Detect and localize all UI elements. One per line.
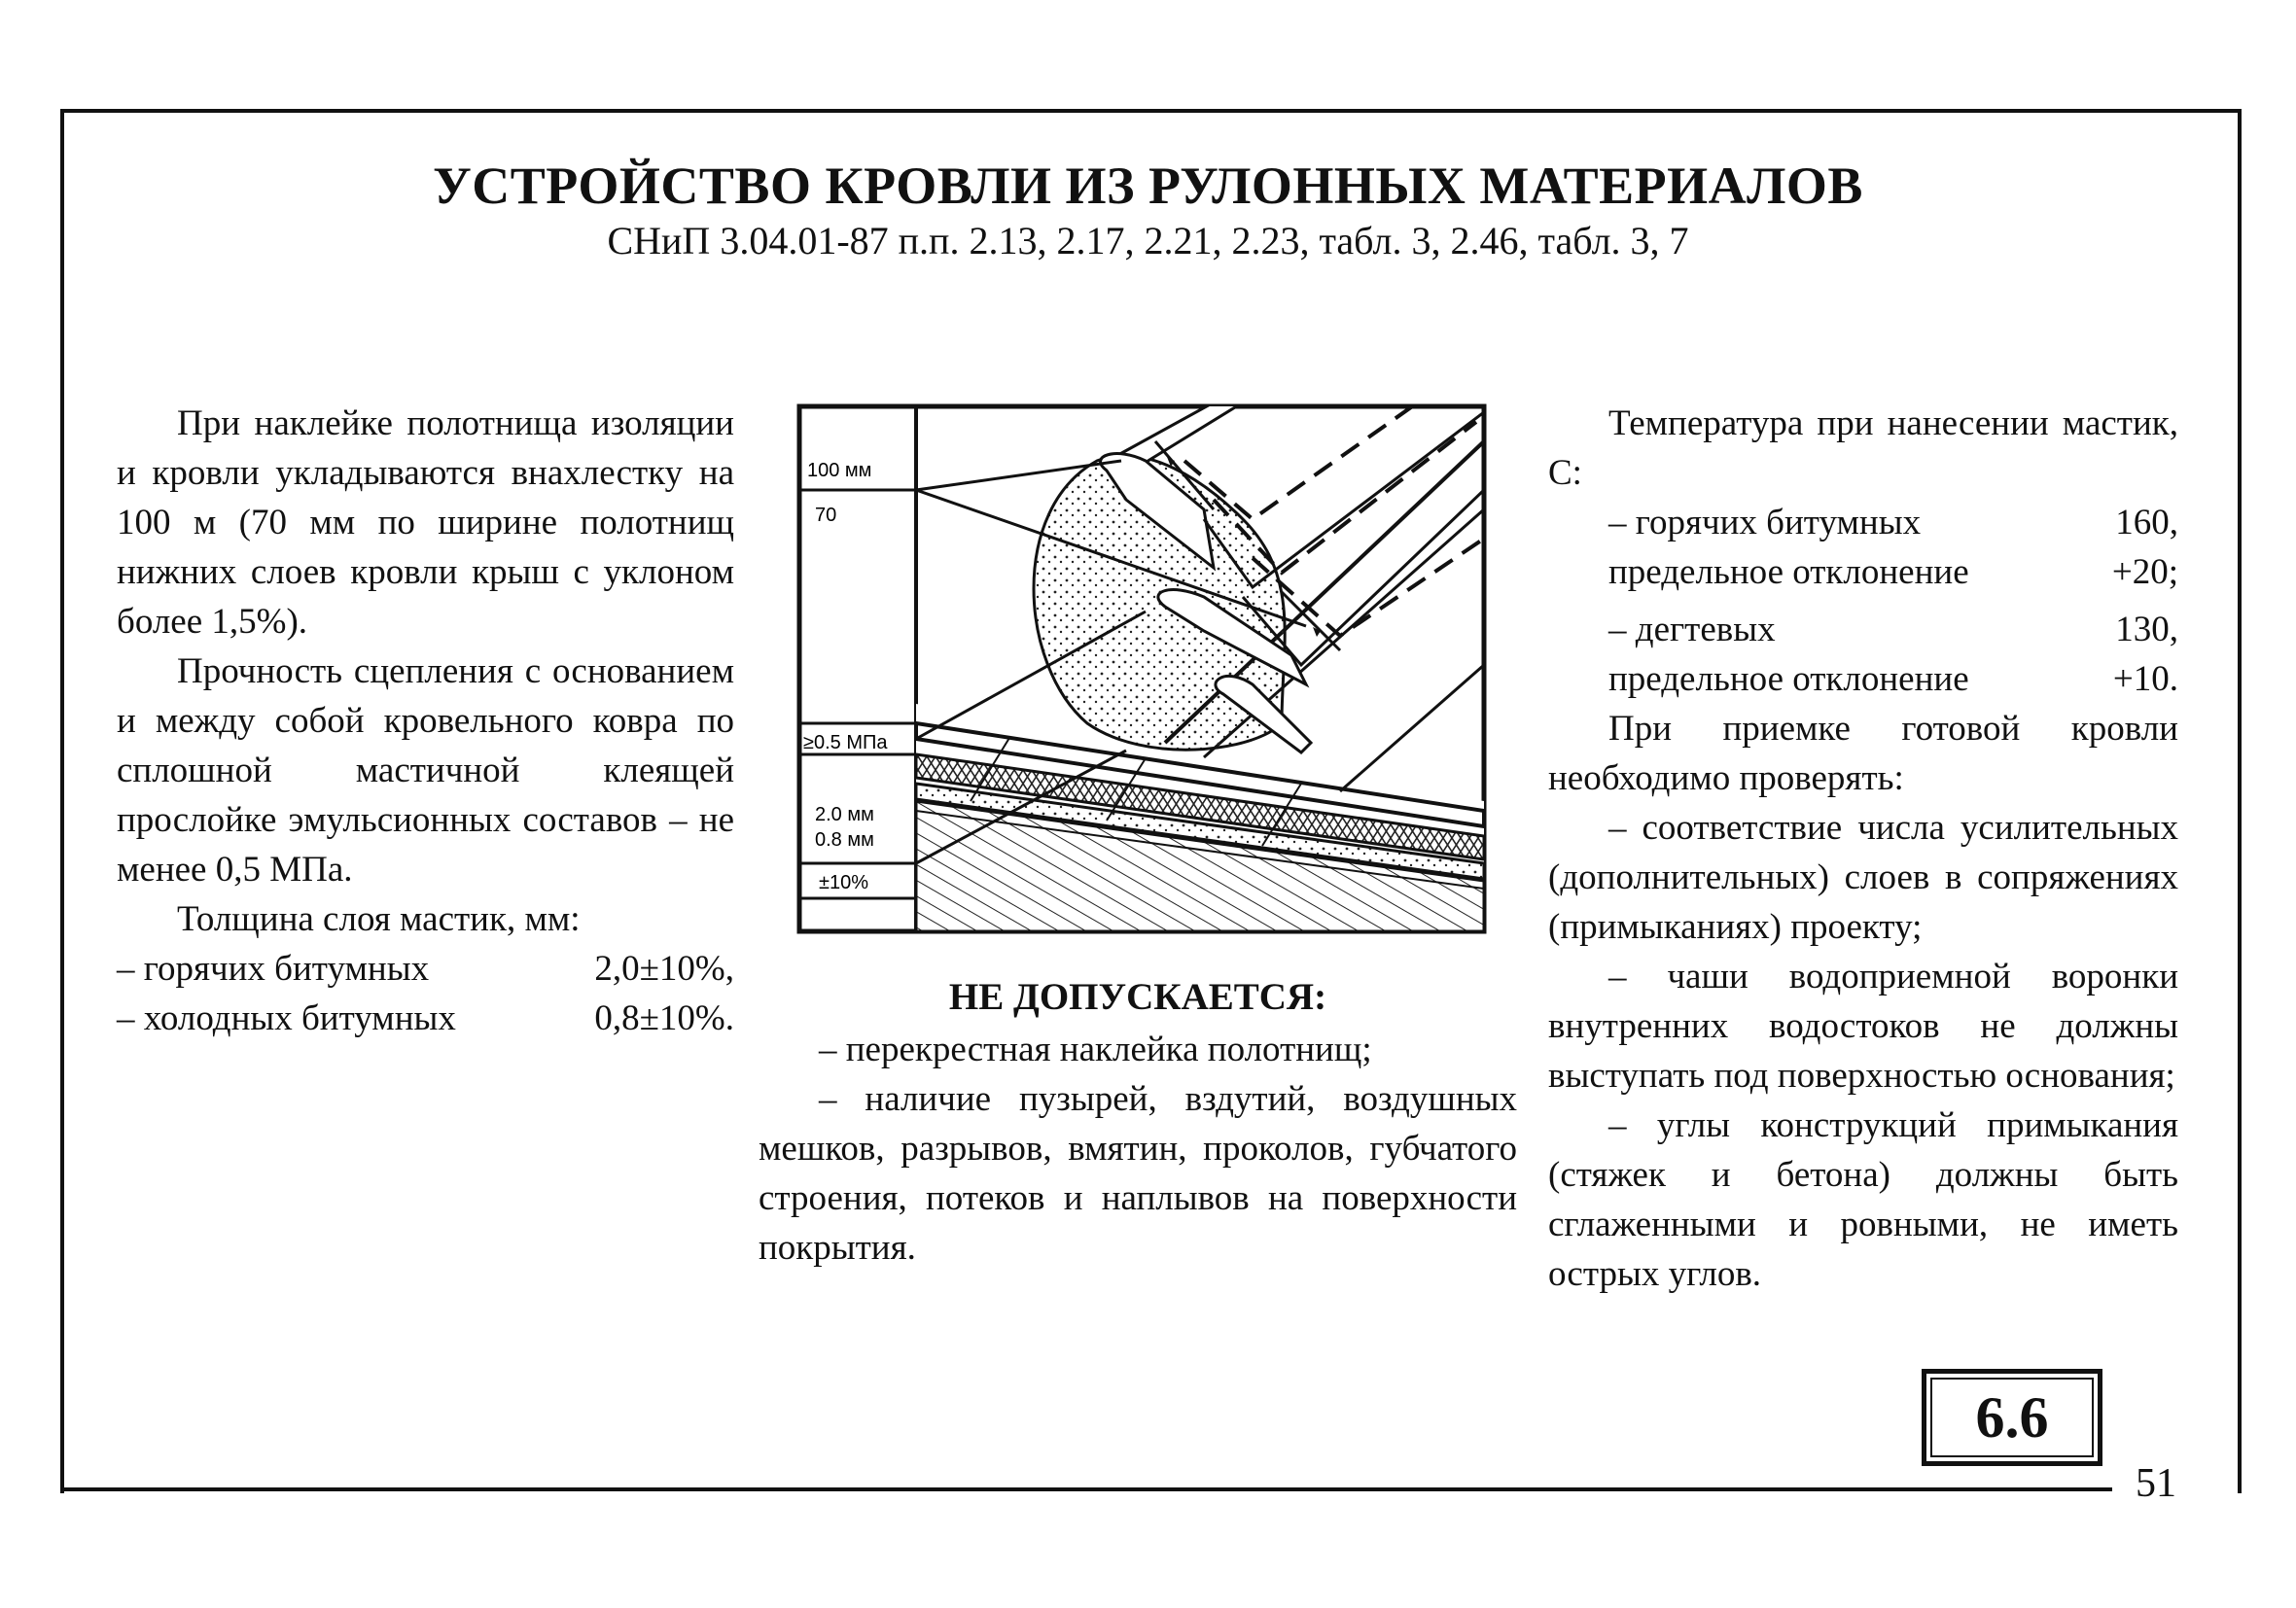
prohibited-item: – наличие пузырей, вздутий, воздушных мешков, разрывов, вмятин, проколов, губчатого строения, потеков и наплывов на поверхности покрытия. (759, 1079, 1517, 1268)
label-tolerance: ±10% (819, 872, 869, 893)
temperature-label: – дегтевых (1608, 610, 1776, 649)
temperature-row (1608, 498, 2178, 547)
label-70: 70 (815, 505, 837, 526)
label-pressure: ≥0.5 МПа (803, 732, 888, 753)
left-paragraph-3: Толщина слоя мастик, мм: (177, 899, 581, 939)
thickness-value: 2,0±10%, (594, 949, 734, 989)
temperature-intro: Температура при нанесении мастик, С: (1548, 403, 2178, 493)
temperature-value: 160, (2115, 503, 2178, 542)
roof-diagram-svg (795, 402, 1488, 935)
left-column (117, 399, 734, 1043)
acceptance-intro: При приемке готовой кровли необходимо проверять: (1548, 709, 2178, 798)
center-column (759, 972, 1517, 1273)
prohibited-heading: НЕ ДОПУСКАЕТСЯ: (948, 976, 1327, 1018)
page-number: 51 (2136, 1461, 2176, 1506)
label-08mm: 0.8 мм (815, 829, 874, 851)
left-paragraph-2: Прочность сцепления с основанием и между собой кровельного ковра по сплошной мастичной клеящей прослойке эмульсионных составов – не менее 0,5 МПа. (117, 651, 734, 890)
thickness-row (117, 944, 734, 994)
temperature-value: 130, (2115, 610, 2178, 649)
thickness-row (117, 994, 734, 1043)
temperature-list (1548, 498, 2178, 704)
thickness-label: – холодных битумных (117, 998, 456, 1038)
thickness-value: 0,8±10%. (594, 998, 734, 1038)
temperature-label: предельное отклонение (1608, 659, 1969, 699)
temperature-row (1608, 654, 2178, 704)
acceptance-item: – чаши водоприемной воронки внутренних водостоков не должны выступать под поверхностью основания; (1548, 957, 2178, 1096)
page-subtitle: СНиП 3.04.01-87 п.п. 2.13, 2.17, 2.21, 2.23, табл. 3, 2.46, табл. 3, 7 (607, 219, 1689, 262)
bottom-rule (60, 1487, 2112, 1491)
label-100mm: 100 мм (807, 460, 872, 481)
left-paragraph-1: При наклейке полотнища изоляции и кровли укладываются внахлестку на 100 м (70 мм по ширине полотнищ нижних слоев кровли крыш с уклоном более 1,5%). (117, 403, 734, 642)
section-badge (1922, 1369, 2102, 1466)
roof-diagram (795, 402, 1488, 935)
temperature-value: +20; (2111, 552, 2178, 592)
page-title: УСТРОЙСТВО КРОВЛИ ИЗ РУЛОННЫХ МАТЕРИАЛОВ (433, 157, 1863, 215)
temperature-row (1608, 547, 2178, 597)
label-2mm: 2.0 мм (815, 804, 874, 825)
temperature-label: – горячих битумных (1608, 503, 1922, 542)
acceptance-item: – соответствие числа усилительных (дополнительных) слоев в сопряжениях (примыканиях) проекту; (1548, 808, 2178, 947)
thickness-label: – горячих битумных (117, 949, 430, 989)
temperature-row (1608, 605, 2178, 654)
acceptance-item: – углы конструкций примыкания (стяжек и бетона) должны быть сглаженными и ровными, не иметь острых углов. (1548, 1105, 2178, 1294)
prohibited-item: – перекрестная наклейка полотнищ; (819, 1030, 1372, 1069)
right-column (1548, 399, 2178, 1299)
section-number: 6.6 (1930, 1378, 2094, 1457)
temperature-label: предельное отклонение (1608, 552, 1969, 592)
temperature-value: +10. (2112, 659, 2178, 699)
